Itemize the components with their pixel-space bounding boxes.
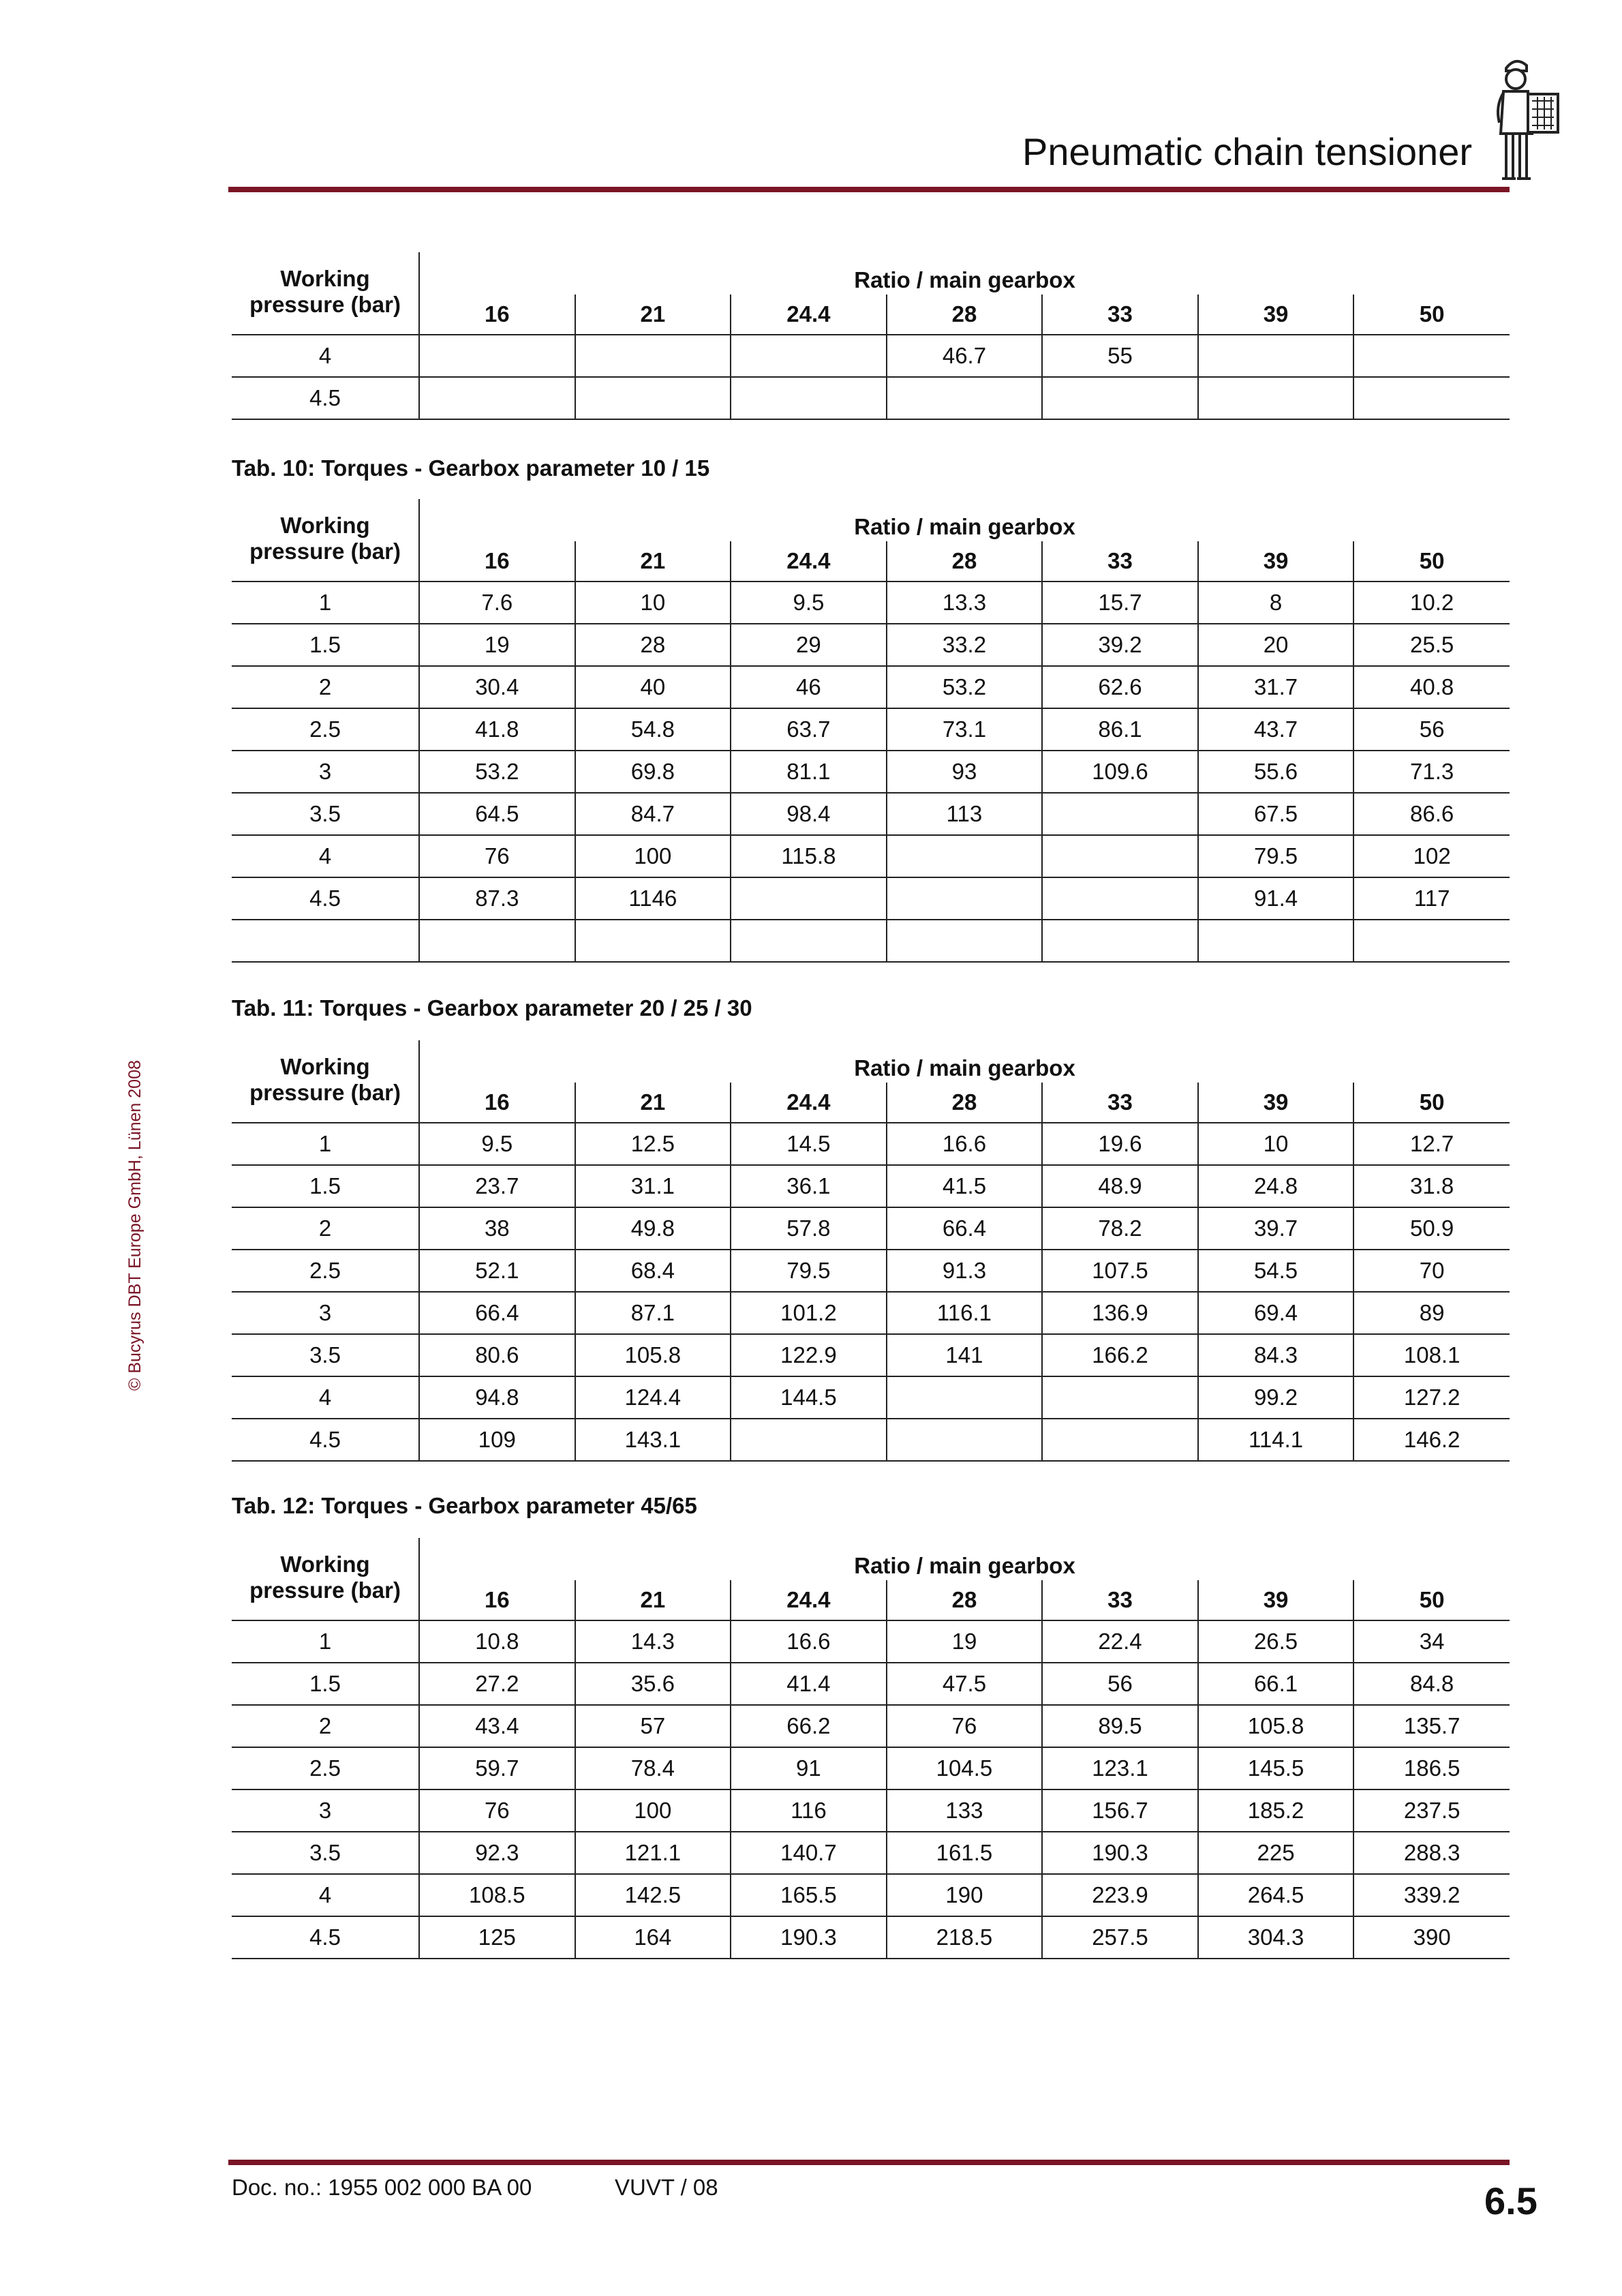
torque-cell [1353,920,1510,962]
table-caption-12: Tab. 12: Torques - Gearbox parameter 45/65 [232,1493,697,1518]
table-row [232,377,1510,419]
torque-cell: 109.6 [1042,751,1198,793]
torque-cell: 55 [1042,335,1198,377]
table-row [232,1832,1510,1874]
torque-cell: 100 [575,835,731,877]
ratio-column-header: 21 [575,1083,731,1123]
torque-cell [887,835,1043,877]
torque-cell: 86.6 [1353,793,1510,835]
torque-cell: 46.7 [887,335,1043,377]
ratio-column-header: 21 [575,1580,731,1620]
torque-cell [575,377,731,419]
pressure-cell: 1.5 [232,1165,419,1207]
torque-cell: 117 [1353,877,1510,920]
table-row [232,708,1510,751]
document-number: Doc. no.: 1955 002 000 BA 00 [232,2175,532,2200]
pressure-cell: 4 [232,1874,419,1916]
torque-cell: 136.9 [1042,1292,1198,1334]
torque-cell: 9.5 [419,1123,575,1165]
torque-cell: 53.2 [419,751,575,793]
pressure-cell: 2 [232,666,419,708]
torque-cell [887,877,1043,920]
table-caption-11: Tab. 11: Torques - Gearbox parameter 20 / 25 / 30 [232,995,752,1021]
working-pressure-header: Working pressure (bar) [232,499,419,581]
table-row [232,835,1510,877]
torque-cell: 66.1 [1198,1663,1354,1705]
torque-table-continued [232,252,1510,420]
ratio-column-header: 24.4 [731,1580,887,1620]
torque-cell: 87.1 [575,1292,731,1334]
torque-cell: 264.5 [1198,1874,1354,1916]
pressure-cell: 4.5 [232,1916,419,1959]
torque-cell [887,1419,1043,1461]
torque-cell: 64.5 [419,793,575,835]
torque-cell: 164 [575,1916,731,1959]
torque-cell: 141 [887,1334,1043,1376]
torque-cell: 62.6 [1042,666,1198,708]
torque-cell: 91.3 [887,1250,1043,1292]
ratio-column-header: 21 [575,294,731,335]
pressure-cell: 4.5 [232,877,419,920]
torque-cell: 390 [1353,1916,1510,1959]
torque-cell: 114.1 [1198,1419,1354,1461]
torque-cell: 165.5 [731,1874,887,1916]
torque-cell: 69.8 [575,751,731,793]
copyright-note: © Bucyrus DBT Europe GmbH, Lünen 2008 [125,1060,144,1391]
torque-cell: 56 [1042,1663,1198,1705]
torque-cell: 140.7 [731,1832,887,1874]
torque-cell: 25.5 [1353,624,1510,666]
pressure-cell: 4 [232,835,419,877]
torque-cell: 48.9 [1042,1165,1198,1207]
torque-cell: 16.6 [887,1123,1043,1165]
pressure-cell: 3 [232,751,419,793]
ratio-column-header: 21 [575,541,731,581]
torque-cell [731,335,887,377]
pressure-cell: 1 [232,1123,419,1165]
ratio-column-header: 50 [1353,541,1510,581]
torque-cell [1198,920,1354,962]
pressure-cell: 3 [232,1789,419,1832]
torque-cell: 105.8 [1198,1705,1354,1747]
torque-cell: 29 [731,624,887,666]
torque-cell: 10 [575,581,731,624]
ratio-gearbox-header: Ratio / main gearbox [419,252,1510,294]
torque-cell: 35.6 [575,1663,731,1705]
torque-cell: 93 [887,751,1043,793]
torque-cell: 19 [419,624,575,666]
torque-cell: 116 [731,1789,887,1832]
torque-cell: 10.2 [1353,581,1510,624]
torque-cell: 116.1 [887,1292,1043,1334]
torque-cell: 108.5 [419,1874,575,1916]
torque-cell: 26.5 [1198,1620,1354,1663]
table-row [232,1705,1510,1747]
torque-cell: 19 [887,1620,1043,1663]
pressure-cell: 2 [232,1705,419,1747]
pressure-cell: 1.5 [232,1663,419,1705]
torque-cell: 190.3 [1042,1832,1198,1874]
torque-cell: 84.8 [1353,1663,1510,1705]
torque-cell: 86.1 [1042,708,1198,751]
pressure-cell: 2.5 [232,1250,419,1292]
torque-cell: 190 [887,1874,1043,1916]
torque-cell: 223.9 [1042,1874,1198,1916]
torque-cell: 73.1 [887,708,1043,751]
torque-cell: 142.5 [575,1874,731,1916]
table-row [232,920,1510,962]
torque-cell: 101.2 [731,1292,887,1334]
table-row [232,1165,1510,1207]
torque-cell: 145.5 [1198,1747,1354,1789]
torque-cell: 24.8 [1198,1165,1354,1207]
torque-cell: 185.2 [1198,1789,1354,1832]
ratio-column-header: 50 [1353,294,1510,335]
ratio-column-header: 28 [887,294,1043,335]
torque-cell: 20 [1198,624,1354,666]
torque-cell: 124.4 [575,1376,731,1419]
torque-cell [419,335,575,377]
torque-cell: 87.3 [419,877,575,920]
pressure-cell: 3.5 [232,1334,419,1376]
table-row [232,1376,1510,1419]
torque-cell: 98.4 [731,793,887,835]
torque-cell: 59.7 [419,1747,575,1789]
torque-cell [887,1376,1043,1419]
torque-cell: 46 [731,666,887,708]
torque-cell: 12.5 [575,1123,731,1165]
torque-cell [1198,335,1354,377]
torque-cell: 161.5 [887,1832,1043,1874]
torque-cell: 218.5 [887,1916,1043,1959]
torque-cell: 71.3 [1353,751,1510,793]
torque-cell: 10.8 [419,1620,575,1663]
torque-cell: 288.3 [1353,1832,1510,1874]
table-row [232,1789,1510,1832]
table-row [232,1874,1510,1916]
torque-cell: 81.1 [731,751,887,793]
torque-cell [575,335,731,377]
torque-cell: 55.6 [1198,751,1354,793]
torque-cell: 143.1 [575,1419,731,1461]
torque-cell: 34 [1353,1620,1510,1663]
torque-cell: 39.2 [1042,624,1198,666]
torque-cell: 54.5 [1198,1250,1354,1292]
pressure-cell: 4.5 [232,377,419,419]
torque-cell: 7.6 [419,581,575,624]
torque-cell [1353,335,1510,377]
pressure-cell: 4 [232,1376,419,1419]
torque-cell: 89 [1353,1292,1510,1334]
ratio-column-header: 33 [1042,541,1198,581]
torque-cell: 109 [419,1419,575,1461]
pressure-cell: 4.5 [232,1419,419,1461]
torque-cell: 100 [575,1789,731,1832]
torque-cell: 15.7 [1042,581,1198,624]
torque-cell [731,377,887,419]
torque-cell: 19.6 [1042,1123,1198,1165]
torque-cell: 27.2 [419,1663,575,1705]
torque-cell: 190.3 [731,1916,887,1959]
torque-cell: 54.8 [575,708,731,751]
ratio-column-header: 28 [887,1580,1043,1620]
pressure-cell: 2.5 [232,708,419,751]
torque-cell: 89.5 [1042,1705,1198,1747]
torque-cell: 76 [887,1705,1043,1747]
torque-cell: 113 [887,793,1043,835]
torque-cell: 57 [575,1705,731,1747]
torque-cell: 9.5 [731,581,887,624]
table-row [232,1620,1510,1663]
torque-cell [419,377,575,419]
pressure-cell: 3 [232,1292,419,1334]
torque-cell: 67.5 [1198,793,1354,835]
working-pressure-header: Working pressure (bar) [232,252,419,335]
table-row [232,793,1510,835]
header-rule [228,187,1510,192]
table-row [232,666,1510,708]
torque-cell: 40 [575,666,731,708]
torque-cell: 56 [1353,708,1510,751]
torque-cell: 49.8 [575,1207,731,1250]
ratio-column-header: 33 [1042,1580,1198,1620]
torque-cell [1353,377,1510,419]
table-row [232,1292,1510,1334]
torque-cell [1042,1419,1198,1461]
torque-cell: 78.4 [575,1747,731,1789]
torque-cell: 23.7 [419,1165,575,1207]
torque-cell: 121.1 [575,1832,731,1874]
torque-cell: 80.6 [419,1334,575,1376]
torque-cell: 339.2 [1353,1874,1510,1916]
torque-cell: 156.7 [1042,1789,1198,1832]
torque-cell: 166.2 [1042,1334,1198,1376]
torque-cell [1042,835,1198,877]
torque-cell: 66.4 [887,1207,1043,1250]
torque-cell: 16.6 [731,1620,887,1663]
torque-cell: 257.5 [1042,1916,1198,1959]
torque-cell: 53.2 [887,666,1043,708]
torque-cell: 41.8 [419,708,575,751]
torque-cell: 146.2 [1353,1419,1510,1461]
page-number: 6.5 [1484,2179,1537,2222]
table-row [232,335,1510,377]
torque-table-11 [232,499,1510,963]
torque-cell: 41.4 [731,1663,887,1705]
torque-cell: 91.4 [1198,877,1354,920]
ratio-gearbox-header: Ratio / main gearbox [419,1040,1510,1083]
torque-cell: 14.3 [575,1620,731,1663]
table-row [232,1747,1510,1789]
torque-cell: 237.5 [1353,1789,1510,1832]
torque-cell: 102 [1353,835,1510,877]
ratio-column-header: 50 [1353,1580,1510,1620]
ratio-column-header: 24.4 [731,1083,887,1123]
torque-cell: 115.8 [731,835,887,877]
torque-cell: 47.5 [887,1663,1043,1705]
torque-cell: 135.7 [1353,1705,1510,1747]
pressure-cell: 3.5 [232,1832,419,1874]
worker-mascot-icon [1483,52,1565,185]
ratio-gearbox-header: Ratio / main gearbox [419,499,1510,541]
pressure-cell: 3.5 [232,793,419,835]
torque-cell: 104.5 [887,1747,1043,1789]
table-row [232,1663,1510,1705]
ratio-column-header: 39 [1198,1580,1354,1620]
torque-table-13 [232,1538,1510,1959]
table-row [232,624,1510,666]
torque-cell [419,920,575,962]
table-row [232,877,1510,920]
ratio-column-header: 39 [1198,1083,1354,1123]
torque-cell [575,920,731,962]
torque-cell: 68.4 [575,1250,731,1292]
pressure-cell: 2.5 [232,1747,419,1789]
working-pressure-header: Working pressure (bar) [232,1538,419,1620]
table-row [232,1334,1510,1376]
torque-cell: 99.2 [1198,1376,1354,1419]
torque-cell: 8 [1198,581,1354,624]
torque-cell: 14.5 [731,1123,887,1165]
torque-cell: 105.8 [575,1334,731,1376]
ratio-gearbox-header: Ratio / main gearbox [419,1538,1510,1580]
torque-cell: 133 [887,1789,1043,1832]
torque-cell: 36.1 [731,1165,887,1207]
table-row [232,581,1510,624]
torque-cell [1042,793,1198,835]
torque-table-12 [232,1040,1510,1462]
page-title: Pneumatic chain tensioner [1022,130,1472,173]
torque-cell: 31.7 [1198,666,1354,708]
document-version: VUVT / 08 [615,2175,718,2200]
torque-cell [1042,877,1198,920]
ratio-column-header: 39 [1198,541,1354,581]
torque-cell: 31.8 [1353,1165,1510,1207]
torque-cell [887,920,1043,962]
torque-cell: 79.5 [1198,835,1354,877]
pressure-cell: 4 [232,335,419,377]
torque-cell: 52.1 [419,1250,575,1292]
torque-cell: 43.4 [419,1705,575,1747]
torque-cell: 66.2 [731,1705,887,1747]
torque-cell [887,377,1043,419]
torque-cell: 39.7 [1198,1207,1354,1250]
torque-cell: 63.7 [731,708,887,751]
torque-cell: 92.3 [419,1832,575,1874]
torque-cell: 127.2 [1353,1376,1510,1419]
torque-cell: 66.4 [419,1292,575,1334]
ratio-column-header: 16 [419,1580,575,1620]
table-row [232,1123,1510,1165]
torque-cell: 1146 [575,877,731,920]
torque-cell: 57.8 [731,1207,887,1250]
torque-cell [731,877,887,920]
ratio-column-header: 16 [419,294,575,335]
ratio-column-header: 39 [1198,294,1354,335]
torque-cell: 84.7 [575,793,731,835]
torque-cell: 43.7 [1198,708,1354,751]
torque-cell: 91 [731,1747,887,1789]
ratio-column-header: 16 [419,541,575,581]
torque-cell: 79.5 [731,1250,887,1292]
ratio-column-header: 24.4 [731,541,887,581]
ratio-column-header: 28 [887,1083,1043,1123]
ratio-column-header: 24.4 [731,294,887,335]
torque-cell: 30.4 [419,666,575,708]
table-row [232,1250,1510,1292]
pressure-cell: 2 [232,1207,419,1250]
torque-cell: 123.1 [1042,1747,1198,1789]
torque-cell [1042,377,1198,419]
ratio-column-header: 33 [1042,294,1198,335]
torque-cell: 107.5 [1042,1250,1198,1292]
ratio-column-header: 33 [1042,1083,1198,1123]
torque-cell: 10 [1198,1123,1354,1165]
ratio-column-header: 50 [1353,1083,1510,1123]
pressure-cell: 1 [232,581,419,624]
torque-cell [731,1419,887,1461]
torque-cell: 33.2 [887,624,1043,666]
table-row [232,1916,1510,1959]
torque-cell: 122.9 [731,1334,887,1376]
table-row [232,1419,1510,1461]
torque-cell: 225 [1198,1832,1354,1874]
torque-cell: 94.8 [419,1376,575,1419]
torque-cell: 78.2 [1042,1207,1198,1250]
torque-cell: 41.5 [887,1165,1043,1207]
torque-cell: 108.1 [1353,1334,1510,1376]
torque-cell: 69.4 [1198,1292,1354,1334]
torque-cell: 76 [419,1789,575,1832]
torque-cell: 144.5 [731,1376,887,1419]
torque-cell: 304.3 [1198,1916,1354,1959]
pressure-cell: 1 [232,1620,419,1663]
torque-cell: 40.8 [1353,666,1510,708]
table-row [232,751,1510,793]
working-pressure-header: Working pressure (bar) [232,1040,419,1123]
torque-cell [1198,377,1354,419]
torque-cell: 28 [575,624,731,666]
torque-cell: 50.9 [1353,1207,1510,1250]
torque-cell [1042,1376,1198,1419]
torque-cell: 76 [419,835,575,877]
torque-cell: 84.3 [1198,1334,1354,1376]
torque-cell: 31.1 [575,1165,731,1207]
torque-cell: 70 [1353,1250,1510,1292]
pressure-cell: 1.5 [232,624,419,666]
table-row [232,1207,1510,1250]
torque-cell: 12.7 [1353,1123,1510,1165]
pressure-cell [232,920,419,962]
torque-cell: 22.4 [1042,1620,1198,1663]
footer-rule [228,2160,1510,2165]
ratio-column-header: 28 [887,541,1043,581]
torque-cell: 13.3 [887,581,1043,624]
ratio-column-header: 16 [419,1083,575,1123]
torque-cell [731,920,887,962]
torque-cell [1042,920,1198,962]
table-caption-10: Tab. 10: Torques - Gearbox parameter 10 / 15 [232,455,710,481]
torque-cell: 186.5 [1353,1747,1510,1789]
torque-cell: 38 [419,1207,575,1250]
torque-cell: 125 [419,1916,575,1959]
